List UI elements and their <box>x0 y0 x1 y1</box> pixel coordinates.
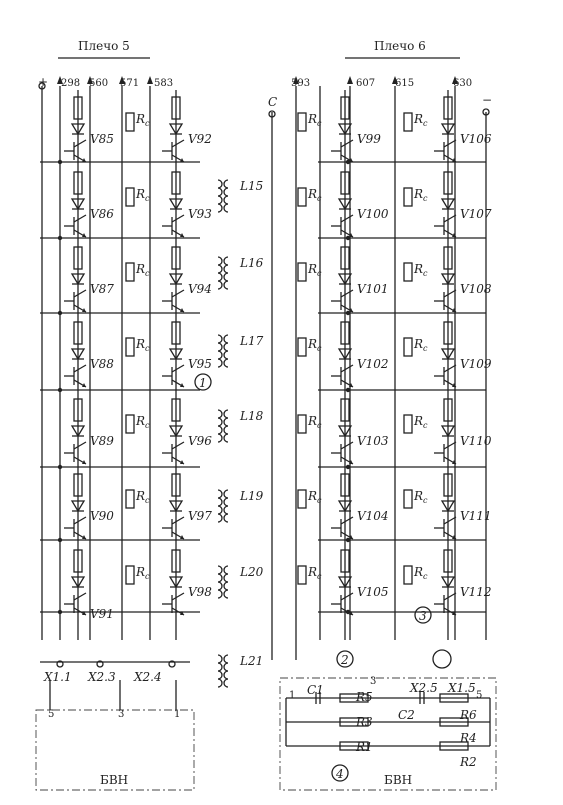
transistor-collector <box>172 593 184 600</box>
transistor-label: V99 <box>357 132 381 146</box>
rc-resistor <box>404 263 412 281</box>
rc-resistor <box>298 188 306 206</box>
components <box>39 76 492 750</box>
label-r1: R1 <box>356 740 373 754</box>
inductor <box>224 590 228 598</box>
inductor <box>218 506 222 514</box>
bvn-right-pin-1: 1 <box>289 690 296 701</box>
transistor-collector <box>74 593 86 600</box>
rc-label: $R_c$ <box>136 337 150 353</box>
inductor <box>218 498 222 506</box>
bvn-right-pin-5: 5 <box>476 690 483 701</box>
transistor-label: V109 <box>460 357 492 371</box>
rc-subscript: c <box>317 194 322 203</box>
connector-x15: X1.5 <box>448 681 476 695</box>
transistor-collector <box>444 365 456 372</box>
transistor-label: V90 <box>90 509 114 523</box>
label-r3: R3 <box>356 715 373 729</box>
inductor <box>218 655 222 663</box>
rc-label: $R_c$ <box>136 414 150 430</box>
inductor-label: L21 <box>240 654 264 668</box>
marker-empty-circle <box>433 650 451 668</box>
label-c1: C1 <box>307 683 324 697</box>
inductor-label: L15 <box>240 179 264 193</box>
transistor-label: V100 <box>357 207 389 221</box>
rc-resistor <box>126 415 134 433</box>
inductor <box>224 196 228 204</box>
rc-subscript: c <box>423 496 428 505</box>
bvn-left-label: БВН <box>100 773 129 787</box>
supply-minus: − <box>482 93 493 107</box>
bvn-right-label: БВН <box>384 773 413 787</box>
rc-label: $R_c$ <box>414 262 428 278</box>
transistor-collector <box>74 517 86 524</box>
inductor <box>218 335 222 343</box>
transistor-label: V96 <box>188 434 212 448</box>
transistor-label: V89 <box>90 434 114 448</box>
rc-subscript: c <box>423 194 428 203</box>
rc-resistor <box>126 490 134 508</box>
rc-label: $R_c$ <box>414 414 428 430</box>
bvn-left-pin-3: 3 <box>118 709 125 720</box>
arm5-header: Плечо 5 <box>78 39 130 53</box>
transistor-collector <box>74 365 86 372</box>
rc-label: $R_c$ <box>414 337 428 353</box>
rc-label: $R_c$ <box>308 337 322 353</box>
rc-resistor <box>298 490 306 508</box>
transistor-label: V107 <box>460 207 492 221</box>
terminal-560: 560 <box>89 78 109 89</box>
inductor <box>224 671 228 679</box>
inductor <box>218 679 222 687</box>
bvn-left-pin-1: 1 <box>174 709 181 720</box>
inductor <box>224 655 228 663</box>
inductor <box>224 257 228 265</box>
transistor-collector <box>341 215 353 222</box>
rc-subscript: c <box>423 421 428 430</box>
marker-2: 2 <box>341 653 349 667</box>
rc-label: $R_c$ <box>414 187 428 203</box>
transistor-label: V85 <box>90 132 114 146</box>
rc-label: $R_c$ <box>136 262 150 278</box>
bvn-right-pin-3: 3 <box>370 676 377 687</box>
rc-subscript: c <box>145 421 150 430</box>
transistor-collector <box>172 290 184 297</box>
rc-subscript: c <box>145 572 150 581</box>
transistor-collector <box>74 215 86 222</box>
inductor <box>224 343 228 351</box>
transistor-label: V98 <box>188 585 212 599</box>
rc-label: $R_c$ <box>308 414 322 430</box>
rc-subscript: c <box>317 572 322 581</box>
rc-subscript: c <box>423 119 428 128</box>
inductor <box>224 663 228 671</box>
rc-subscript: c <box>423 269 428 278</box>
transistor-label: V103 <box>357 434 389 448</box>
inductor <box>218 514 222 522</box>
terminal-583: 583 <box>154 78 174 89</box>
inductor <box>218 343 222 351</box>
inductor <box>224 359 228 367</box>
transistor-collector <box>172 442 184 449</box>
transistor-collector <box>172 365 184 372</box>
rc-subscript: c <box>423 344 428 353</box>
transistor-label: V105 <box>357 585 389 599</box>
rc-subscript: c <box>317 269 322 278</box>
transistor-label: V112 <box>460 585 492 599</box>
rc-label: $R_c$ <box>136 112 150 128</box>
rc-label: $R_c$ <box>136 565 150 581</box>
inductor <box>218 180 222 188</box>
rc-resistor <box>404 113 412 131</box>
rc-label: $R_c$ <box>414 489 428 505</box>
inductor <box>224 335 228 343</box>
terminal-571: 571 <box>120 78 140 89</box>
inductor <box>218 490 222 498</box>
rc-resistor <box>126 113 134 131</box>
transistor-label: V97 <box>188 509 212 523</box>
inductor <box>224 281 228 289</box>
connector-x23: X2.3 <box>88 670 116 684</box>
inductor-label: L19 <box>240 489 264 503</box>
rc-resistor <box>404 415 412 433</box>
inductor <box>224 498 228 506</box>
transistor-collector <box>341 517 353 524</box>
inductor <box>218 418 222 426</box>
terminal-298: 298 <box>61 78 81 89</box>
rc-resistor <box>126 263 134 281</box>
rc-resistor <box>298 113 306 131</box>
terminal-630: 630 <box>453 78 473 89</box>
inductor <box>224 273 228 281</box>
connector-x24: X2.4 <box>134 670 162 684</box>
transistor-collector <box>444 442 456 449</box>
inductor <box>224 514 228 522</box>
inductor <box>224 582 228 590</box>
inductor <box>224 426 228 434</box>
rc-resistor <box>298 566 306 584</box>
inductor <box>224 265 228 273</box>
common-label: C <box>268 95 278 109</box>
inductor <box>224 506 228 514</box>
rc-subscript: c <box>317 344 322 353</box>
inductor <box>224 204 228 212</box>
transistor-collector <box>74 140 86 147</box>
transistor-label: V110 <box>460 434 492 448</box>
marker-1: 1 <box>199 376 207 390</box>
transistor-label: V101 <box>357 282 389 296</box>
rc-subscript: c <box>145 194 150 203</box>
transistor-label: V95 <box>188 357 212 371</box>
label-r2: R2 <box>460 755 477 769</box>
inductor-label: L20 <box>240 565 264 579</box>
connector-x25: X2.5 <box>410 681 438 695</box>
label-c2: C2 <box>398 708 415 722</box>
transistor-collector <box>444 517 456 524</box>
inductor <box>218 281 222 289</box>
inductor <box>224 410 228 418</box>
inductor <box>218 351 222 359</box>
terminal-615: 615 <box>395 78 415 89</box>
rc-resistor <box>298 415 306 433</box>
transistor-label: V93 <box>188 207 212 221</box>
rc-resistor <box>298 338 306 356</box>
inductor <box>224 566 228 574</box>
rc-subscript: c <box>145 269 150 278</box>
rc-label: $R_c$ <box>308 262 322 278</box>
rc-resistor <box>404 338 412 356</box>
rc-label: $R_c$ <box>136 489 150 505</box>
transistor-label: V102 <box>357 357 389 371</box>
inductor <box>218 671 222 679</box>
inductor <box>218 196 222 204</box>
transistor-collector <box>172 140 184 147</box>
marker-3: 3 <box>419 609 427 623</box>
inductor-label: L16 <box>240 256 264 270</box>
rc-subscript: c <box>317 496 322 505</box>
inductor <box>218 257 222 265</box>
inductor <box>224 351 228 359</box>
terminal-607: 607 <box>356 78 376 89</box>
transistor-label: V106 <box>460 132 492 146</box>
marker-4: 4 <box>336 767 344 781</box>
transistor-collector <box>444 140 456 147</box>
rc-subscript: c <box>317 119 322 128</box>
arrow-icon <box>147 76 153 84</box>
inductor <box>224 574 228 582</box>
inductor <box>224 188 228 196</box>
inductor <box>224 679 228 687</box>
transistor-label: V104 <box>357 509 389 523</box>
inductor <box>218 204 222 212</box>
rc-resistor <box>126 566 134 584</box>
rc-label: $R_c$ <box>308 187 322 203</box>
inductor-label: L17 <box>240 334 264 348</box>
transistor-collector <box>172 215 184 222</box>
bvn-left-pin-5: 5 <box>48 709 55 720</box>
label-r4: R4 <box>460 731 477 745</box>
transistor-collector <box>341 365 353 372</box>
inductor <box>218 566 222 574</box>
inductor <box>218 582 222 590</box>
rc-label: $R_c$ <box>308 565 322 581</box>
rc-resistor <box>404 566 412 584</box>
transistor-label: V86 <box>90 207 114 221</box>
transistor-label: V111 <box>460 509 492 523</box>
inductor <box>218 188 222 196</box>
rc-label: $R_c$ <box>414 565 428 581</box>
inductor <box>218 434 222 442</box>
transistor-label: V94 <box>188 282 212 296</box>
transistor-collector <box>444 593 456 600</box>
inductor <box>224 490 228 498</box>
rc-label: $R_c$ <box>308 489 322 505</box>
inductor <box>218 410 222 418</box>
transistor-collector <box>341 290 353 297</box>
rc-resistor <box>126 338 134 356</box>
transistor-label: V88 <box>90 357 114 371</box>
transistor-collector <box>74 442 86 449</box>
rc-label: $R_c$ <box>136 187 150 203</box>
transistor-label: V87 <box>90 282 114 296</box>
supply-plus: + <box>38 75 49 89</box>
transistor-collector <box>341 442 353 449</box>
inductor <box>218 574 222 582</box>
label-r5: R5 <box>356 690 373 704</box>
transistor-collector <box>444 290 456 297</box>
inductor <box>218 359 222 367</box>
rc-label: $R_c$ <box>414 112 428 128</box>
transistor-collector <box>341 140 353 147</box>
inductor <box>218 273 222 281</box>
inductor <box>218 663 222 671</box>
rc-subscript: c <box>145 344 150 353</box>
transistor-label: V108 <box>460 282 492 296</box>
rc-subscript: c <box>423 572 428 581</box>
rc-subscript: c <box>145 496 150 505</box>
inductor <box>224 418 228 426</box>
transistor-collector <box>341 593 353 600</box>
label-r6: R6 <box>460 708 477 722</box>
transistor-label: V91 <box>90 607 114 621</box>
rc-resistor <box>126 188 134 206</box>
transistor-collector <box>172 517 184 524</box>
terminal-593: 593 <box>291 78 311 89</box>
transistor-label: V92 <box>188 132 212 146</box>
inductor <box>218 590 222 598</box>
rc-resistor <box>404 188 412 206</box>
arrow-icon <box>347 76 353 84</box>
connector-x11: X1.1 <box>44 670 72 684</box>
inductor <box>218 426 222 434</box>
rc-resistor <box>404 490 412 508</box>
transistor-collector <box>74 290 86 297</box>
rc-subscript: c <box>145 119 150 128</box>
inductor <box>218 265 222 273</box>
arm6-header: Плечо 6 <box>374 39 426 53</box>
inductor-label: L18 <box>240 409 264 423</box>
transistor-collector <box>444 215 456 222</box>
rc-resistor <box>298 263 306 281</box>
inductor <box>224 180 228 188</box>
rc-label: $R_c$ <box>308 112 322 128</box>
inductor <box>224 434 228 442</box>
rc-subscript: c <box>317 421 322 430</box>
